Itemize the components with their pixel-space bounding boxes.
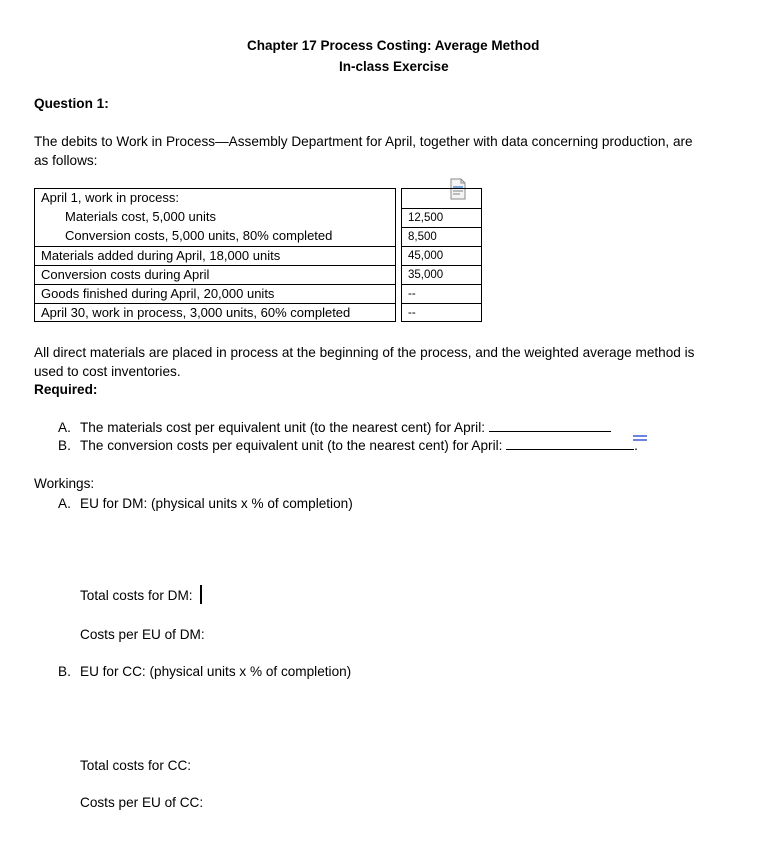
production-data-table bbox=[34, 188, 396, 322]
requirement-a-text: The materials cost per equivalent unit (to the nearest cent) for April: bbox=[80, 420, 485, 435]
table-value-cell bbox=[402, 208, 481, 227]
table-row bbox=[35, 208, 395, 227]
table-value-cell bbox=[402, 265, 481, 284]
table-row bbox=[35, 227, 395, 246]
note-line-2: used to cost inventories. bbox=[34, 364, 181, 379]
page-subtitle: In-class Exercise bbox=[339, 59, 449, 74]
requirement-a-answer-blank[interactable] bbox=[489, 418, 611, 432]
table-value: 45,000 bbox=[408, 250, 444, 262]
table-value: 12,500 bbox=[408, 212, 444, 224]
table-value: 35,000 bbox=[408, 269, 444, 281]
table-row bbox=[35, 303, 395, 322]
table-row-label: Goods finished during April, 20,000 units bbox=[41, 286, 275, 301]
costs-per-eu-dm: Costs per EU of DM: bbox=[80, 627, 205, 642]
intro-line-2: as follows: bbox=[34, 153, 98, 168]
workings-a-text: EU for DM: (physical units x % of completion) bbox=[80, 496, 353, 511]
table-value: -- bbox=[408, 288, 416, 300]
requirement-b-period: . bbox=[634, 438, 638, 453]
workings-b-text: EU for CC: (physical units x % of completion) bbox=[80, 664, 352, 679]
table-row-label: Materials cost, 5,000 units bbox=[65, 209, 217, 224]
table-row-label: April 30, work in process, 3,000 units, 60% completed bbox=[41, 305, 351, 320]
table-value: -- bbox=[408, 307, 416, 319]
workings-heading: Workings: bbox=[34, 476, 95, 491]
total-costs-dm: Total costs for DM: bbox=[80, 588, 193, 603]
requirement-b-answer-blank[interactable] bbox=[506, 436, 634, 450]
requirement-a bbox=[80, 418, 611, 437]
table-value: 8,500 bbox=[408, 231, 437, 243]
table-row bbox=[35, 284, 395, 303]
requirement-a-marker: A. bbox=[58, 420, 71, 435]
table-row-label: Materials added during April, 18,000 units bbox=[41, 248, 281, 263]
table-value-cell bbox=[402, 303, 481, 322]
costs-per-eu-cc: Costs per EU of CC: bbox=[80, 795, 204, 810]
table-row-label: Conversion costs during April bbox=[41, 267, 210, 282]
table-value-cell bbox=[402, 284, 481, 303]
page-title: Chapter 17 Process Costing: Average Method bbox=[247, 38, 540, 53]
table-value-cell bbox=[402, 227, 481, 246]
workings-a-marker: A. bbox=[58, 496, 71, 511]
question-heading: Question 1: bbox=[34, 96, 109, 111]
table-row bbox=[35, 246, 395, 265]
production-values-table bbox=[401, 188, 482, 322]
requirement-b bbox=[80, 436, 638, 455]
requirement-b-marker: B. bbox=[58, 438, 71, 453]
note-line-1: All direct materials are placed in process at the beginning of the process, and the weighted average method is bbox=[34, 345, 695, 360]
table-row bbox=[35, 189, 395, 208]
table-row bbox=[35, 265, 395, 284]
workings-b-marker: B. bbox=[58, 664, 71, 679]
table-value-cell bbox=[402, 189, 481, 208]
intro-line-1: The debits to Work in Process—Assembly Department for April, together with data concerning production, are bbox=[34, 134, 693, 149]
text-cursor bbox=[200, 585, 202, 604]
table-value-cell bbox=[402, 246, 481, 265]
table-row-label: April 1, work in process: bbox=[41, 190, 179, 205]
required-heading: Required: bbox=[34, 382, 98, 397]
requirement-b-text: The conversion costs per equivalent unit (to the nearest cent) for April: bbox=[80, 438, 503, 453]
total-costs-cc: Total costs for CC: bbox=[80, 758, 192, 773]
table-row-label: Conversion costs, 5,000 units, 80% completed bbox=[65, 228, 333, 243]
